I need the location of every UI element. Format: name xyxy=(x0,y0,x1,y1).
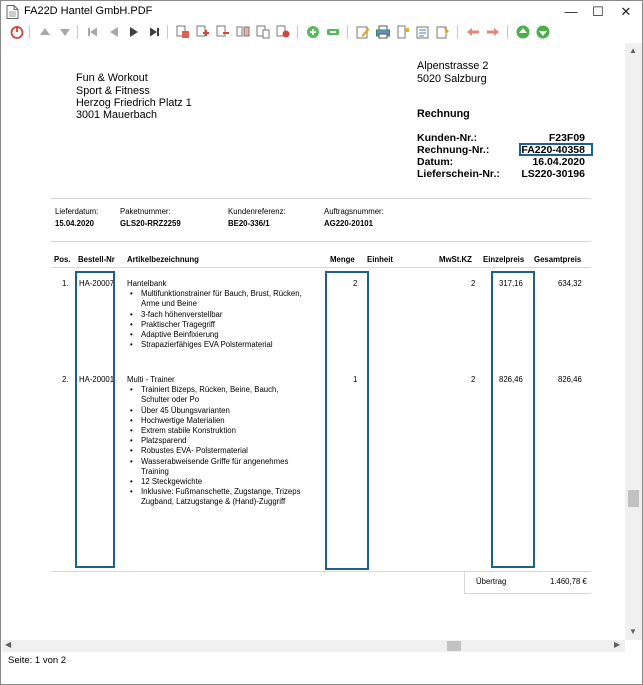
feature-item: • Trainiert Bizeps, Rücken, Beine, Bauch, Schulter oder Po xyxy=(127,385,307,405)
edit-icon[interactable] xyxy=(355,24,371,40)
stamp-icon[interactable] xyxy=(435,24,451,40)
previous-page-icon[interactable] xyxy=(106,24,122,40)
green-up-icon[interactable] xyxy=(515,24,531,40)
delivery-value: AG220-20101 xyxy=(324,219,373,228)
notes-icon[interactable] xyxy=(415,24,431,40)
back-icon[interactable] xyxy=(465,24,481,40)
delivery-label: Paketnummer: xyxy=(120,207,171,216)
row-pos: 2. xyxy=(62,375,69,384)
page-indicator: Seite: 1 von 2 xyxy=(8,655,67,666)
sender-line: 5020 Salzburg xyxy=(417,73,487,85)
invoice-page xyxy=(2,43,625,640)
horizontal-scroll-thumb[interactable] xyxy=(447,641,461,651)
column-header-einzel: Einzelpreis xyxy=(483,255,525,264)
scroll-up-icon[interactable]: ▲ xyxy=(629,46,637,55)
vertical-scroll-thumb[interactable] xyxy=(628,490,639,507)
zoom-in-icon[interactable] xyxy=(305,24,321,40)
scroll-down-icon[interactable]: ▼ xyxy=(629,627,637,636)
column-header-artikel: Artikelbezeichnung xyxy=(127,255,199,264)
tool-c-icon[interactable] xyxy=(215,24,231,40)
power-icon[interactable] xyxy=(9,24,25,40)
last-page-icon[interactable] xyxy=(146,24,162,40)
vertical-scrollbar[interactable] xyxy=(625,43,642,640)
row-menge: 2 xyxy=(353,279,358,288)
sender-line: Alpenstrasse 2 xyxy=(417,60,489,72)
feature-list xyxy=(127,385,307,507)
close-button[interactable]: ✕ xyxy=(620,4,632,19)
delivery-value: GLS20-RRZ2259 xyxy=(120,219,181,228)
toolbar xyxy=(1,22,642,42)
feature-item: • Inklusive: Fußmanschette, Zugstange, Trizeps Zugband, Latzugstange & (Hand)-Zuggriff xyxy=(127,487,307,507)
item-name: Hantelbank xyxy=(127,279,167,288)
recipient-line: Herzog Friedrich Platz 1 xyxy=(76,97,192,109)
meta-value: F23F09 xyxy=(548,132,585,144)
maximize-button[interactable]: ☐ xyxy=(592,4,604,19)
tool-f-icon[interactable] xyxy=(275,24,291,40)
feature-item: • Extrem stabile Konstruktion xyxy=(127,426,307,436)
meta-label: Datum: xyxy=(417,156,454,168)
menge-column-highlight xyxy=(325,271,369,570)
scroll-right-icon[interactable]: ▶ xyxy=(614,640,621,649)
column-header-gesamt: Gesamtpreis xyxy=(534,255,582,264)
recipient-line: Fun & Workout xyxy=(76,72,148,84)
row-bestell: HA-20001 xyxy=(79,375,115,384)
next-page-icon[interactable] xyxy=(126,24,142,40)
arrow-up-icon[interactable] xyxy=(37,24,53,40)
meta-value: 16.04.2020 xyxy=(532,156,585,168)
tool-e-icon[interactable] xyxy=(255,24,271,40)
row-mwst: 2 xyxy=(471,279,476,288)
feature-item: • Über 45 Übungsvarianten xyxy=(127,406,307,416)
zoom-out-icon[interactable] xyxy=(325,24,341,40)
row-menge: 1 xyxy=(353,375,358,384)
column-header-mwst: MwSt.KZ xyxy=(439,255,472,264)
row-bestell: HA-20007 xyxy=(79,279,115,288)
feature-item: • Praktischer Tragegriff xyxy=(127,320,307,330)
first-page-icon[interactable] xyxy=(85,24,101,40)
item-name: Multi - Trainer xyxy=(127,375,175,384)
row-description xyxy=(127,375,307,508)
column-header-pos: Pos. xyxy=(54,255,71,264)
feature-item: • Platzsparend xyxy=(127,436,307,446)
carry-over-label: Übertrag xyxy=(476,577,507,586)
status-bar xyxy=(2,652,641,684)
carry-over-value: 1.460,78 € xyxy=(550,577,587,586)
column-header-einheit: Einheit xyxy=(367,255,393,264)
feature-item: • Robustes EVA- Polstermaterial xyxy=(127,446,307,456)
feature-item: • Wasserabweisende Griffe für angenehmes Training xyxy=(127,457,307,477)
recipient-line: Sport & Fitness xyxy=(76,85,150,97)
feature-item: • 12 Steckgewichte xyxy=(127,477,307,487)
row-gesamt: 634,32 xyxy=(558,279,582,288)
green-down-icon[interactable] xyxy=(535,24,551,40)
export-icon[interactable] xyxy=(395,24,411,40)
column-header-bestell: Bestell-Nr xyxy=(78,255,115,264)
row-einzel: 826,46 xyxy=(499,375,523,384)
feature-item: • Strapazierfähiges EVA Polstermaterial xyxy=(127,340,307,350)
document-viewport[interactable] xyxy=(2,43,625,640)
row-gesamt: 826,46 xyxy=(558,375,582,384)
row-mwst: 2 xyxy=(471,375,476,384)
meta-value: FA220-40358 xyxy=(521,144,585,156)
print-icon[interactable] xyxy=(375,24,391,40)
title-bar xyxy=(1,1,642,22)
arrow-down-icon[interactable] xyxy=(57,24,73,40)
meta-label: Kunden-Nr.: xyxy=(417,132,478,144)
delivery-value: BE20-336/1 xyxy=(228,219,270,228)
window-title: FA22D Hantel GmbH.PDF xyxy=(24,5,153,17)
meta-label: Lieferschein-Nr.: xyxy=(417,168,500,180)
recipient-line: 3001 Mauerbach xyxy=(76,109,158,121)
horizontal-scrollbar[interactable] xyxy=(2,640,625,652)
row-pos: 1. xyxy=(62,279,69,288)
feature-item: • Hochwertige Materialien xyxy=(127,416,307,426)
feature-item: • 3-fach höhenverstellbar xyxy=(127,310,307,320)
bestell-column-highlight xyxy=(75,271,115,568)
tool-a-icon[interactable] xyxy=(175,24,191,40)
document-title: Rechnung xyxy=(417,108,470,120)
meta-label: Rechnung-Nr.: xyxy=(417,144,490,156)
tool-d-icon[interactable] xyxy=(235,24,251,40)
meta-value: LS220-30196 xyxy=(521,168,585,180)
delivery-label: Kundenreferenz: xyxy=(228,207,286,216)
feature-item: • Multifunktionstrainer für Bauch, Brust, Rücken, Arme und Beine xyxy=(127,289,307,309)
document-icon xyxy=(6,5,19,19)
feature-item: • Adaptive Beinfixierung xyxy=(127,330,307,340)
feature-list xyxy=(127,289,307,350)
delivery-label: Auftragsnummer: xyxy=(324,207,384,216)
minimize-button[interactable]: — xyxy=(564,4,578,19)
invoice-number-highlight xyxy=(519,143,593,156)
scroll-left-icon[interactable]: ◀ xyxy=(5,640,12,649)
row-description xyxy=(127,279,307,350)
einzelpreis-column-highlight xyxy=(491,271,535,568)
row-einzel: 317,16 xyxy=(499,279,523,288)
column-header-menge: Menge xyxy=(330,255,355,264)
delivery-label: Lieferdatum: xyxy=(55,207,99,216)
tool-b-icon[interactable] xyxy=(195,24,211,40)
forward-icon[interactable] xyxy=(485,24,501,40)
delivery-value: 15.04.2020 xyxy=(55,219,95,228)
